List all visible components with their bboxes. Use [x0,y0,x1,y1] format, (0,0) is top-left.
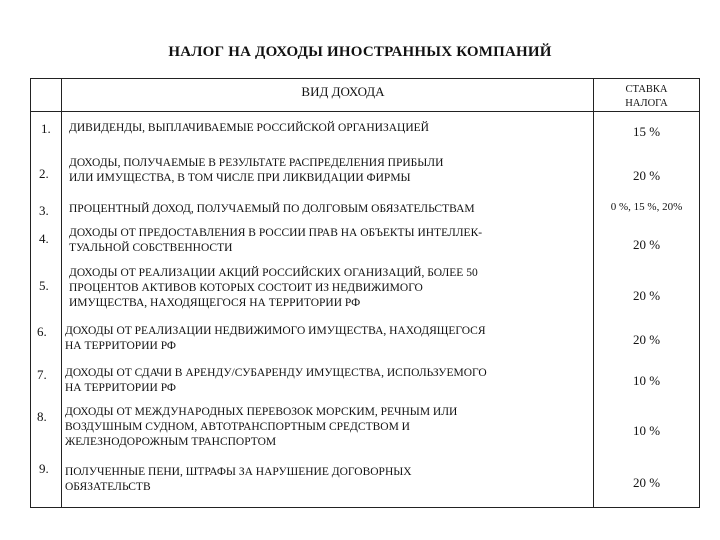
row-description-line: ЖЕЛЕЗНОДОРОЖНЫМ ТРАНСПОРТОМ [65,436,277,448]
row-description-line: ДОХОДЫ ОТ СДАЧИ В АРЕНДУ/СУБАРЕНДУ ИМУЩЕСТВА, ИСПОЛЬЗУЕМОГО [65,367,487,379]
row-description-line: ОБЯЗАТЕЛЬСТВ [65,481,151,493]
row-description [69,266,478,311]
row-number: 3. [39,203,49,218]
row-description [65,366,487,396]
row-description-line: НА ТЕРРИТОРИИ РФ [65,382,176,394]
row-description-line: ПРОЦЕНТНЫЙ ДОХОД, ПОЛУЧАЕМЫЙ ПО ДОЛГОВЫМ ОБЯЗАТЕЛЬСТВАМ [69,203,475,215]
row-description [69,202,475,217]
row-description [69,156,443,186]
row-tax-rate: 20 % [632,475,661,490]
row-tax-rate: 20 % [632,288,661,303]
row-description-line: ДОХОДЫ ОТ РЕАЛИЗАЦИИ АКЦИЙ РОССИЙСКИХ ОГАНИЗАЦИЙ, БОЛЕЕ 50 [69,267,478,279]
row-description [69,121,429,136]
row-description-line: ИМУЩЕСТВА, НАХОДЯЩЕГОСЯ НА ТЕРРИТОРИИ РФ [69,297,361,309]
row-tax-rate: 20 % [632,168,661,183]
row-description-line: ДОХОДЫ ОТ МЕЖДУНАРОДНЫХ ПЕРЕВОЗОК МОРСКИМ, РЕЧНЫМ ИЛИ [65,406,458,418]
row-description-line: ДИВИДЕНДЫ, ВЫПЛАЧИВАЕМЫЕ РОССИЙСКОЙ ОРГАНИЗАЦИЕЙ [69,122,429,134]
row-tax-rate: 15 % [632,124,661,139]
row-description [65,465,412,495]
header-rate-line2: НАЛОГА [625,98,668,109]
row-tax-rate: 0 %, 15 %, 20% [610,201,683,213]
row-number: 4. [39,231,49,246]
row-number: 1. [41,121,51,136]
row-tax-rate: 20 % [632,237,661,252]
row-description-line: ВОЗДУШНЫМ СУДНОМ, АВТОТРАНСПОРТНЫМ СРЕДСТВОМ И [65,421,410,433]
row-description-line: ДОХОДЫ ОТ РЕАЛИЗАЦИИ НЕДВИЖИМОГО ИМУЩЕСТВА, НАХОДЯЩЕГОСЯ [65,325,486,337]
row-number: 9. [39,461,49,476]
row-description-line: ДОХОДЫ ОТ ПРЕДОСТАВЛЕНИЯ В РОССИИ ПРАВ НА ОБЪЕКТЫ ИНТЕЛЛЕК- [69,227,483,239]
tax-table [30,78,700,508]
row-number: 2. [39,166,49,181]
page-title: НАЛОГ НА ДОХОДЫ ИНОСТРАННЫХ КОМПАНИЙ [168,44,552,60]
row-description-line: ПРОЦЕНТОВ АКТИВОВ КОТОРЫХ СОСТОИТ ИЗ НЕДВИЖИМОГО [69,282,423,294]
row-description [69,226,482,256]
row-description [65,405,457,450]
row-description-line: НА ТЕРРИТОРИИ РФ [65,340,176,352]
row-tax-rate: 20 % [632,332,661,347]
row-number: 7. [37,367,47,382]
row-description-line: ИЛИ ИМУЩЕСТВА, В ТОМ ЧИСЛЕ ПРИ ЛИКВИДАЦИИ ФИРМЫ [69,172,411,184]
row-tax-rate: 10 % [632,373,661,388]
row-description-line: ПОЛУЧЕННЫЕ ПЕНИ, ШТРАФЫ ЗА НАРУШЕНИЕ ДОГОВОРНЫХ [65,466,412,478]
header-rate-line1: СТАВКА [625,84,668,95]
row-description [65,324,486,354]
row-tax-rate: 10 % [632,423,661,438]
header-income-type: ВИД ДОХОДА [301,84,385,99]
header-divider [31,111,699,112]
row-number: 6. [37,324,47,339]
row-number: 5. [39,278,49,293]
header-tax-rate [593,83,700,111]
column-divider-number [61,79,62,507]
row-description-line: ТУАЛЬНОЙ СОБСТВЕННОСТИ [69,242,233,254]
row-number: 8. [37,409,47,424]
row-description-line: ДОХОДЫ, ПОЛУЧАЕМЫЕ В РЕЗУЛЬТАТЕ РАСПРЕДЕЛЕНИЯ ПРИБЫЛИ [69,157,444,169]
